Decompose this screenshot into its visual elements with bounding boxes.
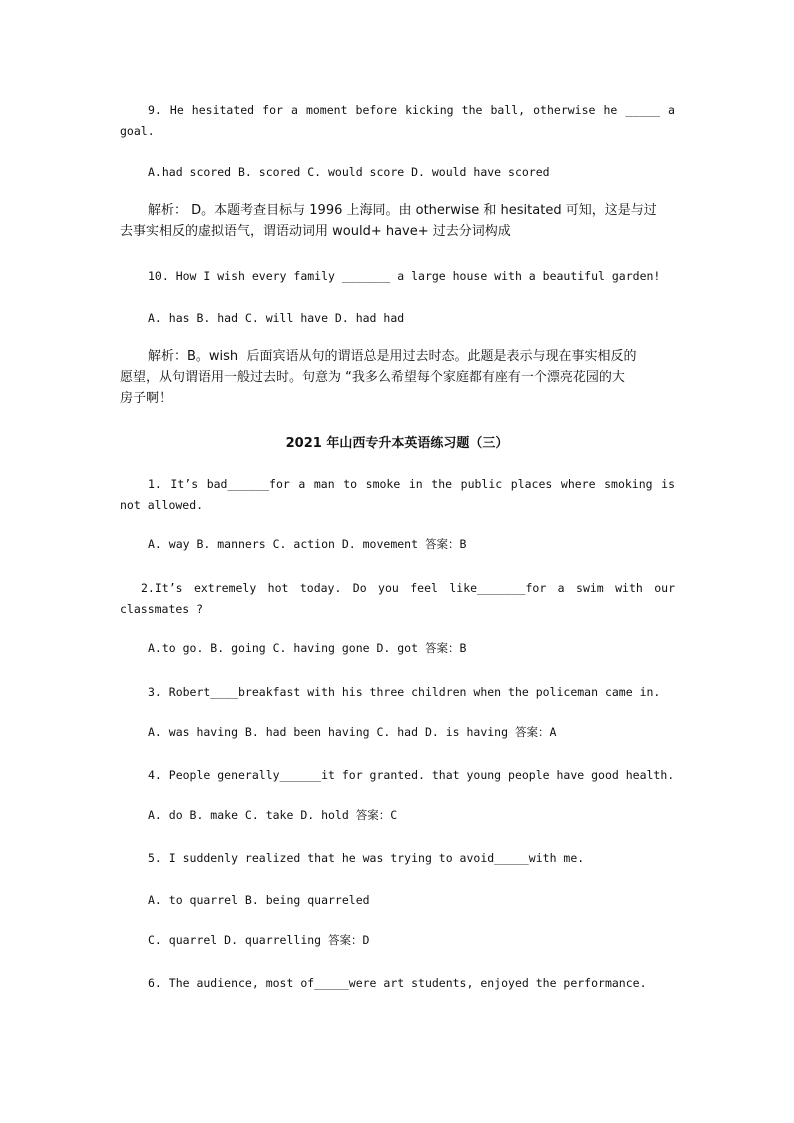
q9-stem-line1: 9. He hesitated for a moment before kicking the ball, otherwise he _____ a (148, 103, 675, 117)
q1-options: A. way B. manners C. action D. movement 答案：B (148, 537, 467, 551)
q1-stem-line1: 1. It’s bad______for a man to smoke in the public places where smoking is (148, 477, 675, 491)
q5-stem: 5. I suddenly realized that he was trying to avoid_____with me. (148, 851, 585, 865)
q5-options-line1: A. to quarrel B. being quarreled (148, 893, 370, 907)
q3-options: A. was having B. had been having C. had D. is having 答案：A (148, 725, 557, 739)
q10-analysis-line2: 愿望，从句谓语用一般过去时。句意为 “我多么希望每个家庭都有座有一个漂亮花园的大 (120, 370, 625, 385)
q10-analysis-line1: 解析：B。wish 后面宾语从句的谓语总是用过去时态。此题是表示与现在事实相反的 (148, 349, 637, 364)
q2-stem-line2: classmates ? (120, 602, 204, 616)
q1-stem-line2: not allowed. (120, 498, 204, 512)
q9-options: A.had scored B. scored C. would score D. would have scored (148, 165, 550, 179)
q10-analysis-line3: 房子啊！ (120, 391, 173, 406)
q9-stem-line2: goal. (120, 124, 155, 138)
section-title: 2021 年山西专升本英语练习题（三） (285, 436, 509, 451)
q4-stem: 4. People generally______it for granted. that young people have good health. (148, 768, 675, 782)
q3-stem: 3. Robert____breakfast with his three children when the policeman came in. (148, 685, 661, 699)
q4-options: A. do B. make C. take D. hold 答案：C (148, 808, 398, 822)
q2-stem-line1: 2.It’s extremely hot today. Do you feel like_______for a swim with our (141, 581, 675, 595)
q6-stem: 6. The audience, most of_____were art students, enjoyed the performance. (148, 976, 647, 990)
q2-options: A.to go. B. going C. having gone D. got 答案：B (148, 641, 467, 655)
q5-options-line2: C. quarrel D. quarrelling 答案：D (148, 933, 370, 947)
q9-analysis-line1: 解析： D。本题考查目标与 1996 上海同。由 otherwise 和 hesitated 可知，这是与过 (148, 203, 657, 218)
q9-analysis-line2: 去事实相反的虚拟语气，谓语动词用 would+ have+ 过去分词构成 (120, 224, 511, 239)
q10-options: A. has B. had C. will have D. had had (148, 311, 405, 325)
q10-stem: 10. How I wish every family _______ a large house with a beautiful garden! (148, 269, 661, 283)
